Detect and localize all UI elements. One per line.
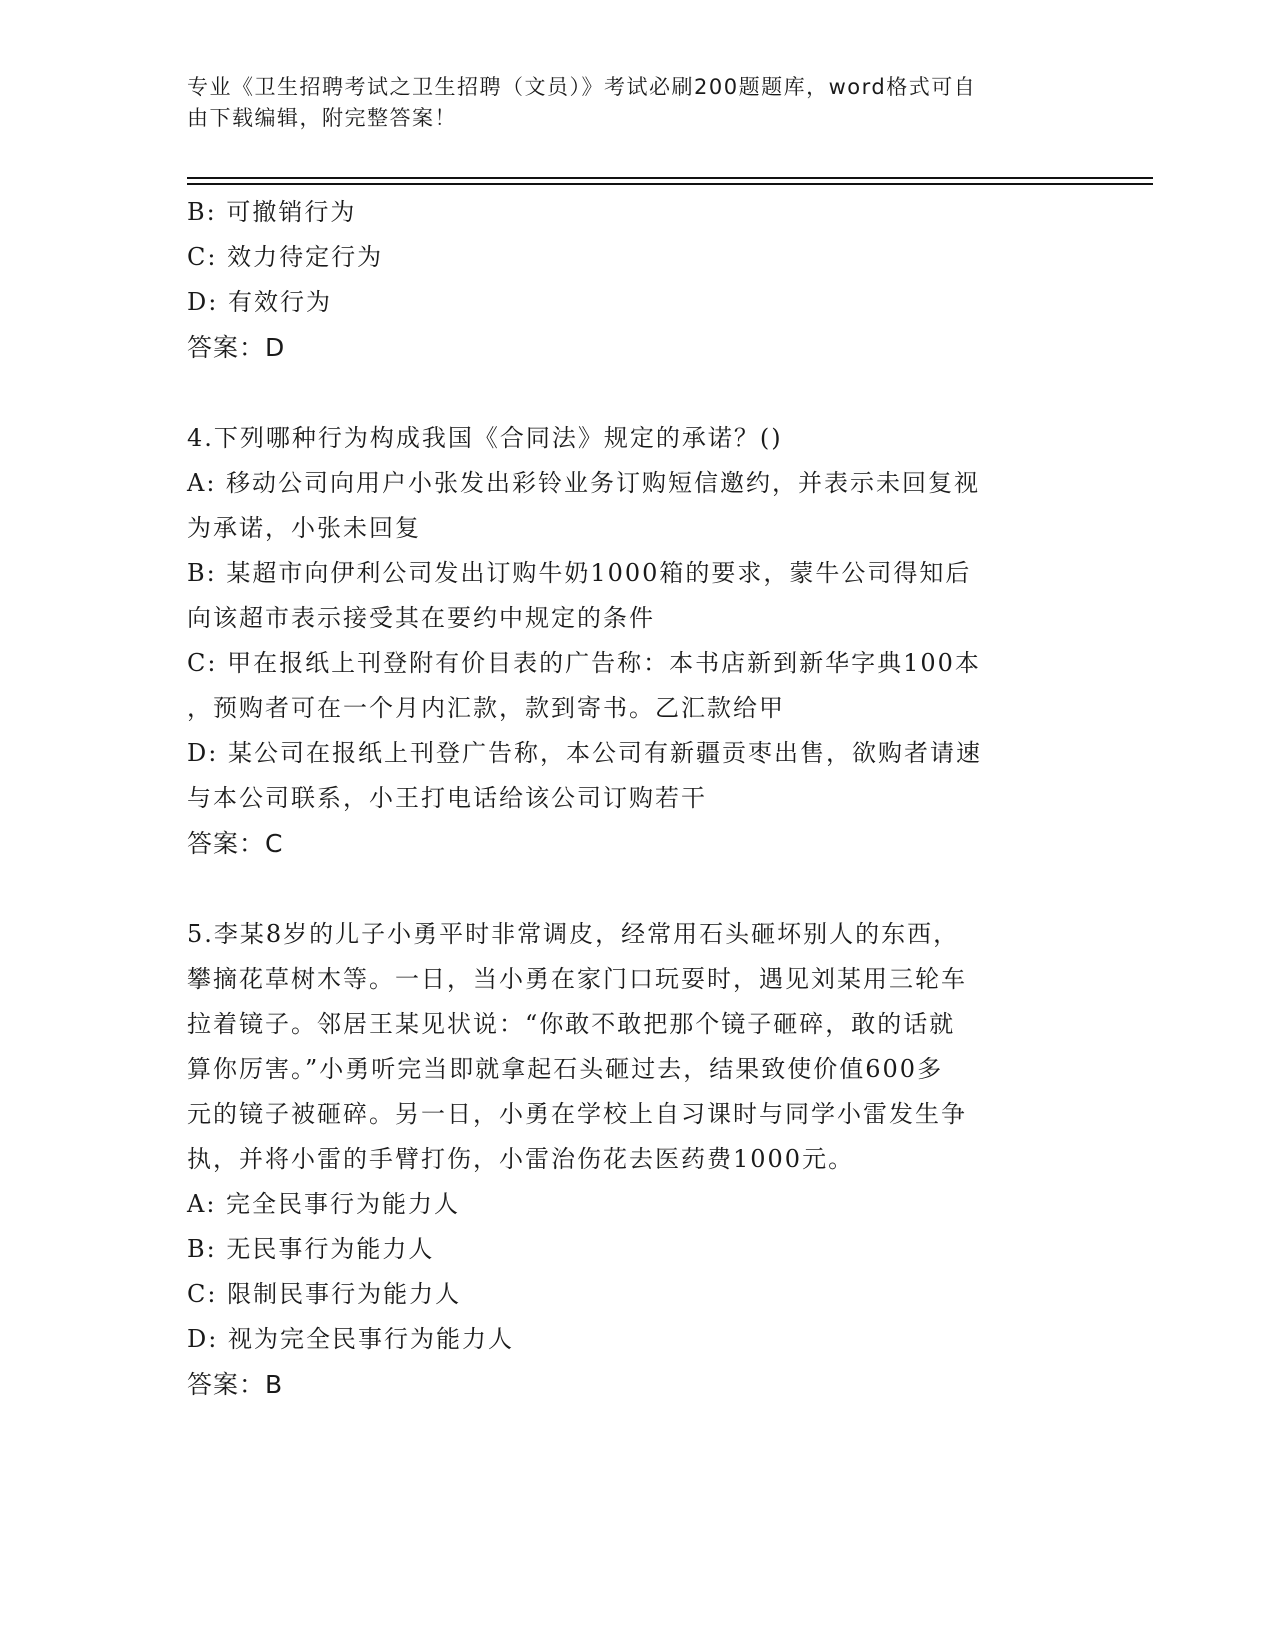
q4-option-c-line-2: ，预购者可在一个月内汇款，款到寄书。乙汇款给甲 <box>187 694 785 722</box>
q4-option-d-line-2: 与本公司联系，小王打电话给该公司订购若干 <box>187 784 707 812</box>
q5-option-d: D: 视为完全民事行为能力人 <box>187 1325 514 1353</box>
q5-question-line-3: 拉着镜子。邻居王某见状说：“你敢不敢把那个镜子砸碎，敢的话就 <box>187 1010 956 1038</box>
question-5-block <box>187 912 1087 1407</box>
spacer <box>187 370 1087 416</box>
q4-option-a-line-2: 为承诺，小张未回复 <box>187 514 421 542</box>
q5-option-c: C: 限制民事行为能力人 <box>187 1280 462 1308</box>
q5-option-a: A: 完全民事行为能力人 <box>187 1190 461 1218</box>
question-3-block <box>187 190 1087 370</box>
q4-question: 4.下列哪种行为构成我国《合同法》规定的承诺？() <box>187 424 783 452</box>
question-4-block <box>187 416 1087 866</box>
header-rule-top <box>187 177 1153 179</box>
header-rule-bottom <box>187 183 1153 185</box>
document-header <box>187 72 1067 134</box>
q4-option-d-line-1: D: 某公司在报纸上刊登广告称，本公司有新疆贡枣出售，欲购者请速 <box>187 739 982 767</box>
q5-question-line-5: 元的镜子被砸碎。另一日，小勇在学校上自习课时与同学小雷发生争 <box>187 1100 967 1128</box>
q3-option-c: C: 效力待定行为 <box>187 243 384 271</box>
q5-question-line-1: 5.李某8岁的儿子小勇平时非常调皮，经常用石头砸坏别人的东西， <box>187 920 960 948</box>
q4-option-c-line-1: C: 甲在报纸上刊登附有价目表的广告称：本书店新到新华字典100本 <box>187 649 981 677</box>
header-line-1: 专业《卫生招聘考试之卫生招聘（文员）》考试必刷200题题库，word格式可自 <box>187 75 977 99</box>
q5-question-line-4: 算你厉害。”小勇听完当即就拿起石头砸过去，结果致使价值600多 <box>187 1055 944 1083</box>
document-body <box>187 190 1087 1407</box>
q4-option-b-line-2: 向该超市表示接受其在要约中规定的条件 <box>187 604 655 632</box>
header-line-2: 由下载编辑，附完整答案！ <box>187 106 457 130</box>
q3-answer: 答案：D <box>187 333 286 362</box>
q5-question-line-6: 执，并将小雷的手臂打伤，小雷治伤花去医药费1000元。 <box>187 1145 855 1173</box>
q5-question-line-2: 攀摘花草树木等。一日，当小勇在家门口玩耍时，遇见刘某用三轮车 <box>187 965 967 993</box>
q3-option-d: D: 有效行为 <box>187 288 332 316</box>
q3-option-b: B: 可撤销行为 <box>187 198 357 226</box>
q4-option-a-line-1: A: 移动公司向用户小张发出彩铃业务订购短信邀约，并表示未回复视 <box>187 469 981 497</box>
q4-answer: 答案：C <box>187 829 284 858</box>
spacer <box>187 866 1087 912</box>
q5-option-b: B: 无民事行为能力人 <box>187 1235 435 1263</box>
q5-answer: 答案：B <box>187 1370 284 1399</box>
q4-option-b-line-1: B: 某超市向伊利公司发出订购牛奶1000箱的要求，蒙牛公司得知后 <box>187 559 972 587</box>
